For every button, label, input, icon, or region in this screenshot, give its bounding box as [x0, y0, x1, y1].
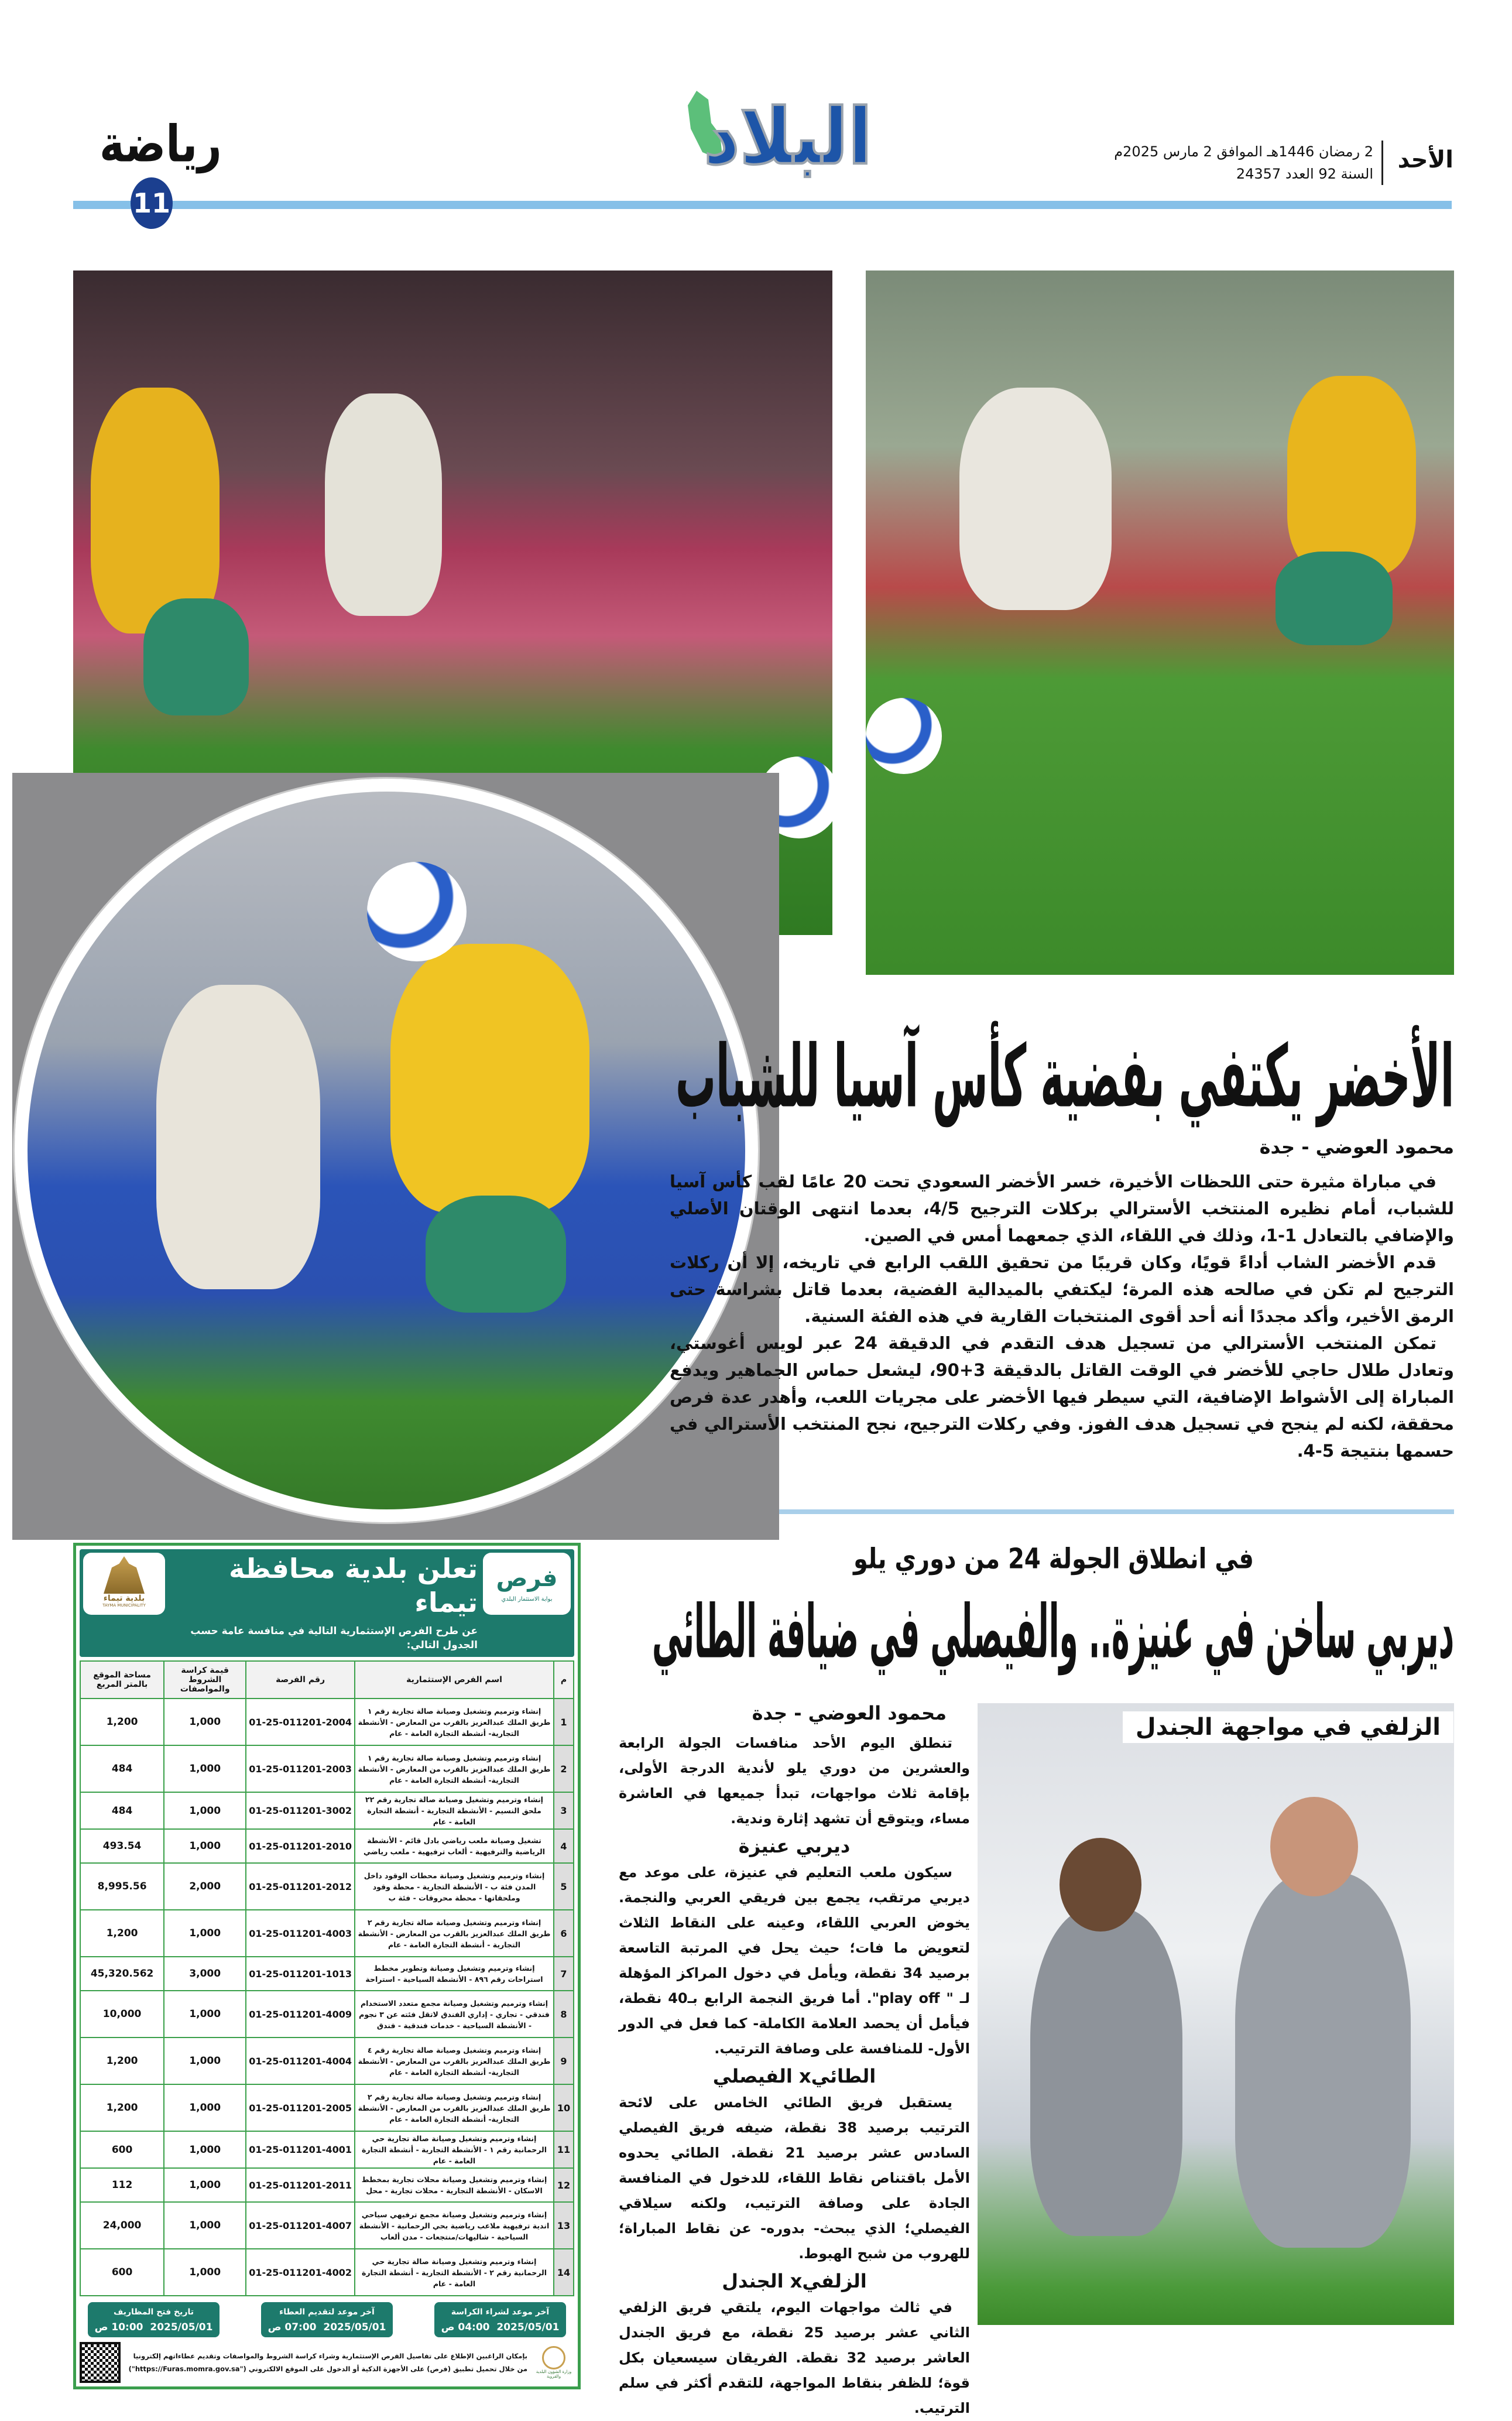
- cell-code: 01-25-011201-2005: [246, 2084, 355, 2131]
- issue-line: السنة 92 العدد 24357: [1236, 166, 1373, 182]
- qr-code-icon[interactable]: [80, 2342, 121, 2383]
- ad-footer-text: بإمكان الراغبين الإطلاع على تفاصيل الفرص الإستثمارية وشراء كراسة الشروط والمواصفات وتقديم عطاءاتهم إلكترونيا من خلال تحميل تطبيق (فرص) على الأجهزة الذكية أو الدخول على الموقع الالكتروني ("https://Furas.momra.gov.sa"): [128, 2352, 527, 2373]
- cell-code: 01-25-011201-4004: [246, 2038, 355, 2084]
- cell-area: 24,000: [80, 2202, 164, 2249]
- cell-fee: 1,000: [164, 1829, 246, 1863]
- cell-name: إنشاء وترميم وتشغيل وصيانة صالة تجارية رقم ٤ طريق الملك عبدالعزيز بالقرب من المعارض - الأنشطة التجارية- أنشطة التجارة العامة - عام: [355, 2038, 554, 2084]
- match-photo-2: [866, 270, 1454, 975]
- cell-fee: 2,000: [164, 1863, 246, 1910]
- cell-code: 01-25-011201-4002: [246, 2249, 355, 2296]
- photo-caption: الزلفي في مواجهة الجندل: [1123, 1711, 1453, 1743]
- cell-n: 4: [554, 1829, 574, 1863]
- section-divider: [779, 1509, 1454, 1514]
- cell-n: 11: [554, 2131, 574, 2168]
- col-header: مساحة الموقع بالمتر المربع: [80, 1661, 164, 1699]
- ad-header: [80, 1549, 574, 1657]
- cell-area: 1,200: [80, 2084, 164, 2131]
- main-headline: الأخضر يكتفي بفضية كأس آسيا للشباب: [675, 1026, 1454, 1127]
- cell-area: 493.54: [80, 1829, 164, 1863]
- headline-2: ديربي ساخن في عنيزة.. والفيصلي في ضيافة الطائي: [652, 1589, 1454, 1675]
- table-row: [80, 1829, 574, 1863]
- cell-name: إنشاء وترميم وتشغيل وصيانة مجمع ترفيهي سياحي اندية ترفيهية ملاعب رياضية بحي الرحمانية - الأنشطة السياحية - شاليهات/منتجعات - مدن ألعاب: [355, 2202, 554, 2249]
- table-row: [80, 1957, 574, 1991]
- table-row: [80, 1910, 574, 1957]
- paragraph: تمكن المنتخب الأسترالي من تسجيل هدف التقدم في الدقيقة 24 عبر لويس أغوستي، وتعادل طلال حاجي للأخضر في الوقت القاتل بالدقيقة 3+90، ليشعل حماس الجماهير ويدفع المباراة إلى الأشواط الإضافية، التي سيطر فيها الأخضر على مجريات اللعب، وأهدر عدة فرص محققة، لكنه لم ينجح في تسجيل هدف الفوز. وفي ركلات الترجيح، نجح المنتخب الأسترالي في حسمها بنتيجة 5-4.: [670, 1333, 1454, 1461]
- cell-area: 1,200: [80, 1699, 164, 1745]
- cell-name: إنشاء وترميم وتشغيل وصيانة صالة تجارية رقم ١ طريق الملك عبدالعزيز بالقرب من المعارض - الأنشطة التجارية- أنشطة التجارة العامة - عام: [355, 1699, 554, 1745]
- ad-title: تعلن بلدية محافظة تيماء: [229, 1553, 478, 1618]
- cell-name: إنشاء وترميم وتشغيل وصيانة صالة تجارية رقم ٢ طريق الملك عبدالعزيز بالقرب من المعارض - الأنشطة التجارية- أنشطة التجارة العامة - عام: [355, 2084, 554, 2131]
- deadline-box: تاريخ فتح المظاريف 2025/05/01 10:00 ص: [88, 2302, 220, 2337]
- cell-area: 1,200: [80, 2038, 164, 2084]
- weekday: الأحد: [1397, 146, 1453, 173]
- cell-name: إنشاء وترميم وتشغيل وصيانة محطات الوقود داخل المدن فئة ب - الأنشطة التجارية - محطة وقود وملحقاتها - محطة محروقات - فئة ب: [355, 1863, 554, 1910]
- cell-n: 3: [554, 1792, 574, 1829]
- cell-area: 484: [80, 1745, 164, 1792]
- cell-code: 01-25-011201-2010: [246, 1829, 355, 1863]
- paragraph: في مباراة مثيرة حتى اللحظات الأخيرة، خسر الأخضر السعودي تحت 20 عامًا لقب كأس آسيا للشباب، أمام نظيره المنتخب الأسترالي بركلات الترجيح 4/5، بعدما انتهى الوقتان الأصلي والإضافي بالتعادل 1-1، وذلك في اللقاء، الذي جمعهما أمس في الصين.: [670, 1172, 1455, 1245]
- deadline-boxes: [80, 2302, 574, 2337]
- table-row: [80, 2038, 574, 2084]
- cell-name: إنشاء وترميم وتشغيل وصيانة محلات تجارية بمخطط الاسكان - الأنشطة التجارية - محلات تجارية - محل: [355, 2168, 554, 2202]
- paragraph: قدم الأخضر الشاب أداءً قويًا، وكان قريبًا من تحقيق اللقب الرابع في تاريخه، إلا أن ركلات الترجيح لم تكن في صالحه هذه المرة؛ ليكتفي بالميدالية الفضية، بعدما قاتل بشراسة حتى الرمق الأخير، وأكد مجددًا أنه أحد أقوى المنتخبات القارية في هذه الفئة السنية.: [670, 1252, 1454, 1326]
- cell-fee: 1,000: [164, 1910, 246, 1957]
- cell-name: إنشاء وترميم وتشغيل وصيانة صالة تجارية حي الرحمانية رقم ٢ - الأنشطة التجارية - أنشطة التجارة العامة - عام: [355, 2249, 554, 2296]
- cell-n: 9: [554, 2038, 574, 2084]
- cell-code: 01-25-011201-4007: [246, 2202, 355, 2249]
- col-header: اسم الفرص الإستثمارية: [355, 1661, 554, 1699]
- ministry-logo: وزارة الشؤون البلدية والقروية: [533, 2346, 574, 2379]
- paragraph: سيكون ملعب التعليم في عنيزة، على موعد مع ديربي مرتقب، يجمع بين فريقي العربي والنجمة. يخوض العربي اللقاء، وعينه على النقاط الثلاث لتعويض ما فات؛ حيث يحل في المرتبة التاسعة برصيد 34 نقطة، ويأمل في دخول المراكز المؤهلة لـ " play off". أما فريق النجمة الرابع بـ40 نقطة، فيأمل أن يحصد العلامة الكاملة- كما فعل في الدور الأول- للمنافسة على وصافة الترتيب.: [619, 1864, 970, 2057]
- table-row: [80, 2249, 574, 2296]
- cell-name: إنشاء وترميم وتشغيل وصيانة مجمع متعدد الاستخدام فندقي - تجاري - إداري الفندق لاتقل فئته عن ٣ نجوم - الأنشطة السياحية - خدمات فندقية - فندق: [355, 1991, 554, 2038]
- cell-area: 484: [80, 1792, 164, 1829]
- cell-fee: 1,000: [164, 1991, 246, 2038]
- header-rule: [73, 201, 1452, 209]
- cell-name: إنشاء وترميم وتشغيل وصيانة وتطوير مخطط استراحات رقم ٨٩٦ - الأنشطة السياحية - استراحة: [355, 1957, 554, 1991]
- tayma-logo: بلدية تيماء TAYMA MUNICIPALITY: [83, 1553, 165, 1615]
- cell-area: 600: [80, 2131, 164, 2168]
- cell-area: 1,200: [80, 1910, 164, 1957]
- cell-code: 01-25-011201-2004: [246, 1699, 355, 1745]
- cell-fee: 1,000: [164, 2131, 246, 2168]
- cell-name: إنشاء وترميم وتشغيل وصيانة صالة تجارية رقم ١ طريق الملك عبدالعزيز بالقرب من المعارض - الأنشطة التجارية- أنشطة التجارة العامة - عام: [355, 1745, 554, 1792]
- cell-code: 01-25-011201-4009: [246, 1991, 355, 2038]
- cell-code: 01-25-011201-2012: [246, 1863, 355, 1910]
- paragraph: يستقبل فريق الطائي الخامس على لائحة الترتيب برصيد 38 نقطة، ضيفه فريق الفيصلي السادس عشر برصيد 21 نقطة. الطائي يحدوه الأمل باقتناص نقاط اللقاء، للدخول في المنافسة الجادة على وصافة الترتيب، ولكنه سيلاقي الفيصلي؛ الذي يبحث- بدوره- عن نقاط المباراة؛ للهروب من شبح الهبوط.: [619, 2094, 971, 2262]
- subheading: الزلفيx الجندل: [722, 2270, 867, 2292]
- cell-n: 12: [554, 2168, 574, 2202]
- cell-n: 13: [554, 2202, 574, 2249]
- table-row: [80, 2202, 574, 2249]
- col-header: قيمة كراسة الشروط والمواصفات: [164, 1661, 246, 1699]
- opportunities-table: [80, 1660, 574, 2296]
- tayma-municipality-ad: [73, 1543, 581, 2389]
- cell-code: 01-25-011201-4003: [246, 1910, 355, 1957]
- cell-fee: 3,000: [164, 1957, 246, 1991]
- article-body: [670, 1168, 1454, 1464]
- cell-name: إنشاء وترميم وتشغيل وصيانة صالة تجارية رقم ٢٢ ملحق النسيم - الأنشطة التجارية - أنشطة التجارة العامة - عام: [355, 1792, 554, 1829]
- cell-code: 01-25-011201-2003: [246, 1745, 355, 1792]
- newspaper-logo: [661, 94, 872, 187]
- cell-area: 45,320.562: [80, 1957, 164, 1991]
- cell-code: 01-25-011201-4001: [246, 2131, 355, 2168]
- circular-match-photo: [15, 779, 758, 1522]
- issue-date: [1114, 141, 1383, 185]
- cell-code: 01-25-011201-3002: [246, 1792, 355, 1829]
- ad-subtitle: عن طرح الفرص الإستثمارية التالية في منافسة عامة حسب الجدول التالي:: [190, 1625, 478, 1651]
- cell-n: 1: [554, 1699, 574, 1745]
- deadline-box: آخر موعد لشراء الكراسة 2025/05/01 04:00 ص: [434, 2302, 566, 2337]
- table-row: [80, 1792, 574, 1829]
- cell-n: 5: [554, 1863, 574, 1910]
- players-celebration-photo: [978, 1703, 1454, 2325]
- cell-n: 8: [554, 1991, 574, 2038]
- ad-footer: [80, 2342, 574, 2383]
- article-2-body: [619, 1701, 970, 2421]
- cell-fee: 1,000: [164, 2038, 246, 2084]
- byline: محمود العوضي - جدة: [752, 1702, 947, 1724]
- cell-n: 2: [554, 1745, 574, 1792]
- cell-n: 6: [554, 1910, 574, 1957]
- cell-n: 10: [554, 2084, 574, 2131]
- col-header: م: [554, 1661, 574, 1699]
- page-number-badge: 11: [131, 177, 173, 229]
- cell-area: 8,995.56: [80, 1863, 164, 1910]
- paragraph: تنطلق اليوم الأحد منافسات الجولة الرابعة والعشرين من دوري يلو لأندية الدرجة الأولى، بإقامة ثلاث مواجهات، تبدأ جميعها في العاشرة مساء، ويتوقع أن تشهد إثارة وندية.: [619, 1735, 970, 1827]
- kicker: في انطلاق الجولة 24 من دوري يلو: [853, 1543, 1254, 1576]
- date-line: 2 رمضان 1446هـ الموافق 2 مارس 2025م: [1114, 143, 1373, 160]
- cell-n: 14: [554, 2249, 574, 2296]
- cell-name: إنشاء وترميم وتشغيل وصيانة صالة تجارية رقم ٢ طريق الملك عبدالعزيز بالقرب من المعارض - الأنشطة التجارية - أنشطة التجارة العامة - عام: [355, 1910, 554, 1957]
- cell-name: إنشاء وترميم وتشغيل وصيانة صالة تجارية حي الرحمانية رقم ١ - الأنشطة التجارية - أنشطة التجارة العامة - عام: [355, 2131, 554, 2168]
- cell-fee: 1,000: [164, 2084, 246, 2131]
- deadline-box: آخر موعد لتقديم العطاء 2025/05/01 07:00 ص: [261, 2302, 393, 2337]
- table-row: [80, 2084, 574, 2131]
- paragraph: في ثالث مواجهات اليوم، يلتقي فريق الزلفي الثاني عشر برصيد 25 نقطة، مع فريق الجندل العاشر برصيد 32 نقطة. الفريقان سيسعيان بكل قوة؛ للظفر بنقاط المواجهة، للتقدم أكثر في سلم الترتيب.: [619, 2299, 970, 2416]
- table-row: [80, 1991, 574, 2038]
- table-row: [80, 1863, 574, 1910]
- logo-text: البلاد: [704, 93, 872, 182]
- col-header: رقم الفرصة: [246, 1661, 355, 1699]
- cell-fee: 1,000: [164, 1699, 246, 1745]
- cell-code: 01-25-011201-1013: [246, 1957, 355, 1991]
- furas-logo: فرص بوابة الاستثمار البلدي: [483, 1553, 571, 1615]
- table-row: [80, 2168, 574, 2202]
- cell-fee: 1,000: [164, 2249, 246, 2296]
- cell-area: 112: [80, 2168, 164, 2202]
- cell-fee: 1,000: [164, 2168, 246, 2202]
- cell-n: 7: [554, 1957, 574, 1991]
- cell-code: 01-25-011201-2011: [246, 2168, 355, 2202]
- section-title: رياضة: [100, 114, 222, 173]
- subheading: الطائيx الفيصلي: [712, 2065, 876, 2087]
- cell-area: 600: [80, 2249, 164, 2296]
- cell-fee: 1,000: [164, 1745, 246, 1792]
- cell-name: تشغيل وصيانة ملعب رياضي بادل قائم - الأنشطة الرياضية والترفيهية - ألعاب ترفيهية - ملعب رياضي: [355, 1829, 554, 1863]
- subheading: ديربي عنيزة: [738, 1835, 851, 1857]
- cell-fee: 1,000: [164, 1792, 246, 1829]
- table-row: [80, 1699, 574, 1745]
- table-row: [80, 2131, 574, 2168]
- table-row: [80, 1745, 574, 1792]
- byline: محمود العوضي - جدة: [1259, 1136, 1454, 1158]
- cell-area: 10,000: [80, 1991, 164, 2038]
- cell-fee: 1,000: [164, 2202, 246, 2249]
